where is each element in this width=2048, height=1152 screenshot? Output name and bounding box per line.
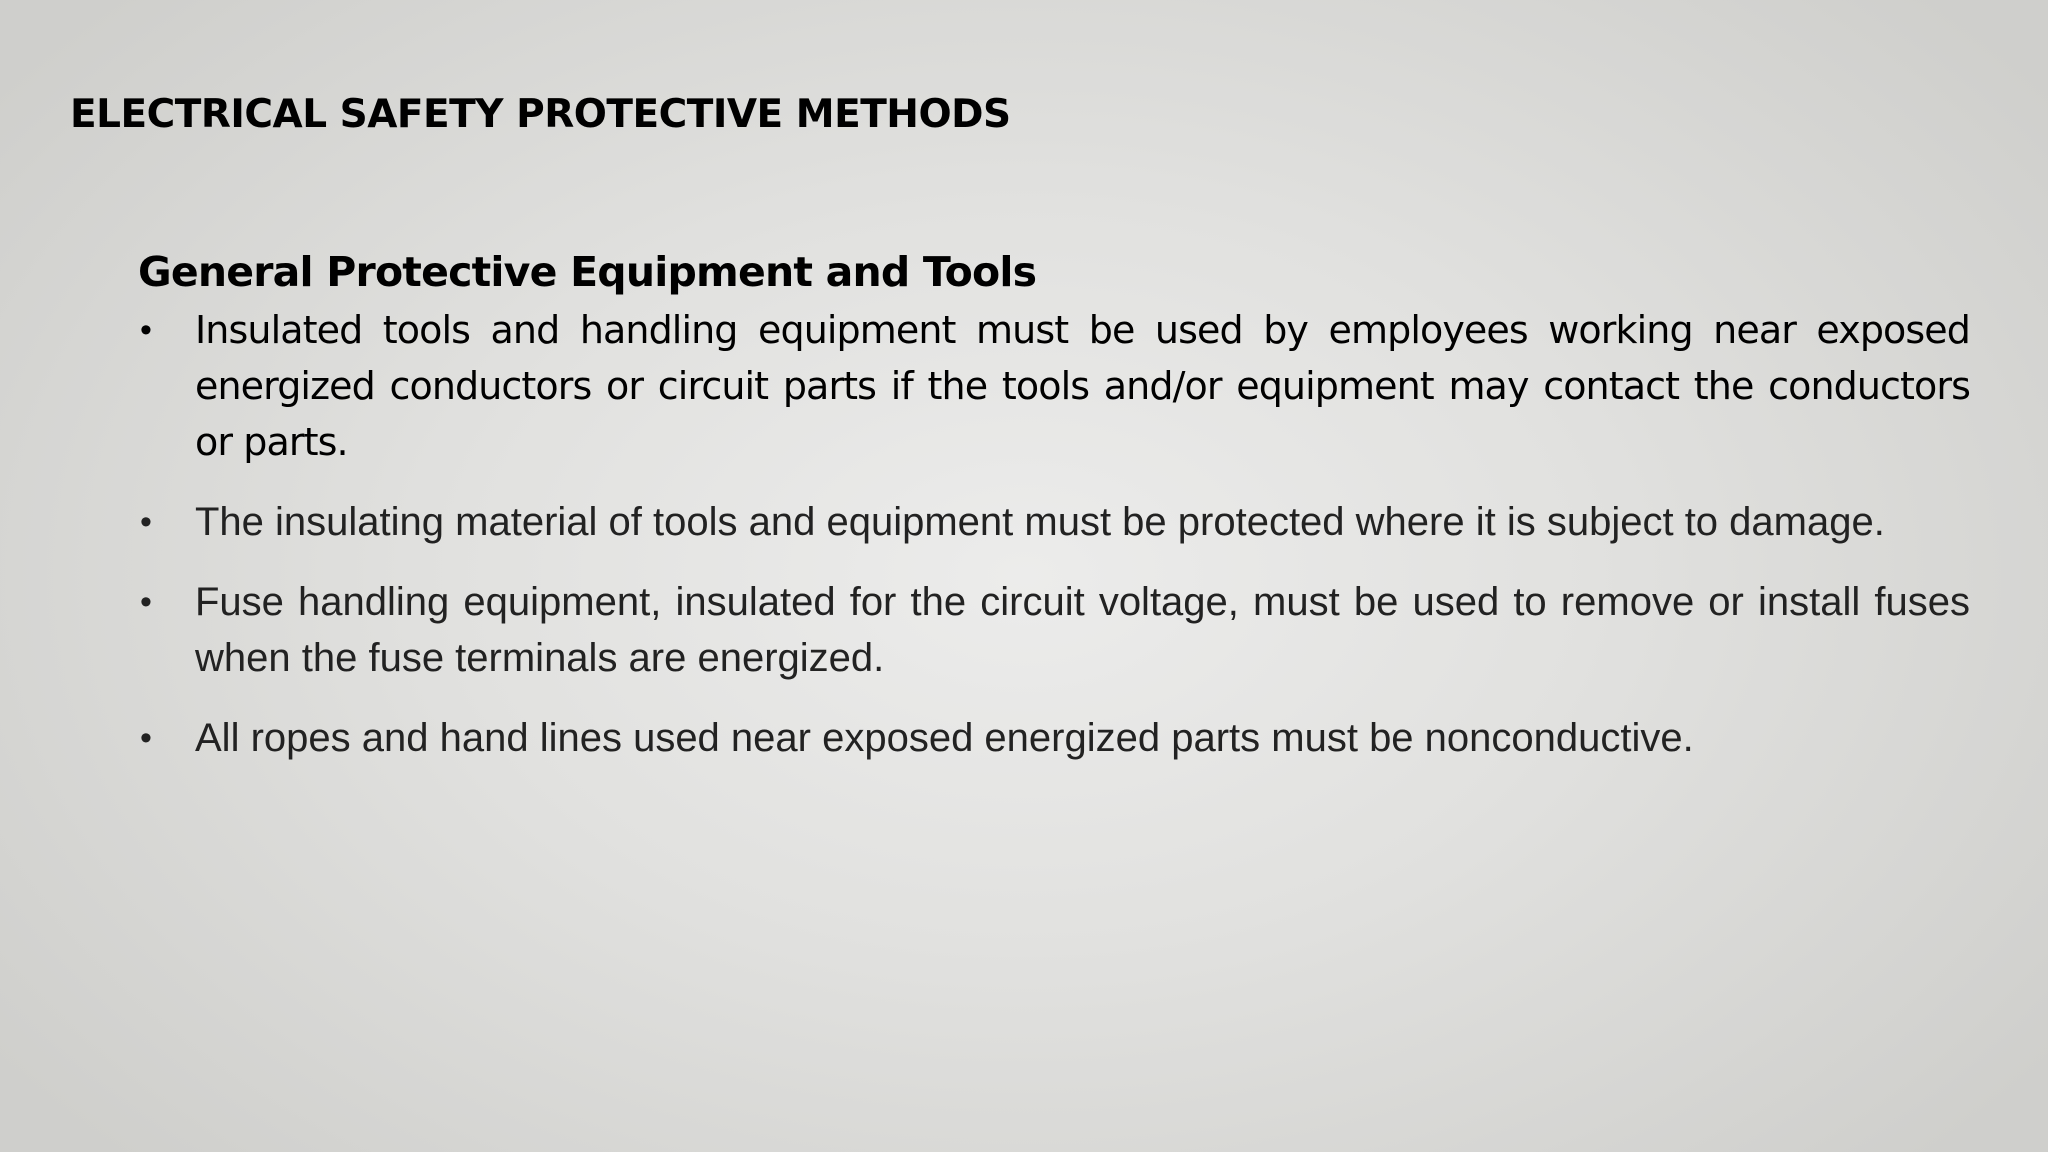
bullet-item <box>138 302 1970 470</box>
section-subheading: General Protective Equipment and Tools <box>138 248 1037 296</box>
bullet-icon: • <box>140 719 152 757</box>
bullet-text: Insulated tools and handling equipment must be used by employees working near exposed energized conductors or circuit parts if the tools and/or equipment may contact the conductors or parts. <box>195 308 1970 464</box>
bullet-text: Fuse handling equipment, insulated for the circuit voltage, must be used to remove or install fuses when the fuse terminals are energized. <box>195 580 1970 680</box>
bullet-list <box>138 302 1970 766</box>
bullet-item <box>138 710 1970 766</box>
bullet-item <box>138 494 1970 550</box>
slide-title: ELECTRICAL SAFETY PROTECTIVE METHODS <box>70 92 1011 137</box>
bullet-item <box>138 574 1970 686</box>
bullet-text: All ropes and hand lines used near exposed energized parts must be nonconductive. <box>195 716 1694 760</box>
slide-content <box>138 242 1970 790</box>
bullet-icon: • <box>140 503 152 541</box>
bullet-icon: • <box>140 311 152 349</box>
bullet-icon: • <box>140 583 152 621</box>
bullet-text: The insulating material of tools and equipment must be protected where it is subject to damage. <box>195 500 1885 544</box>
